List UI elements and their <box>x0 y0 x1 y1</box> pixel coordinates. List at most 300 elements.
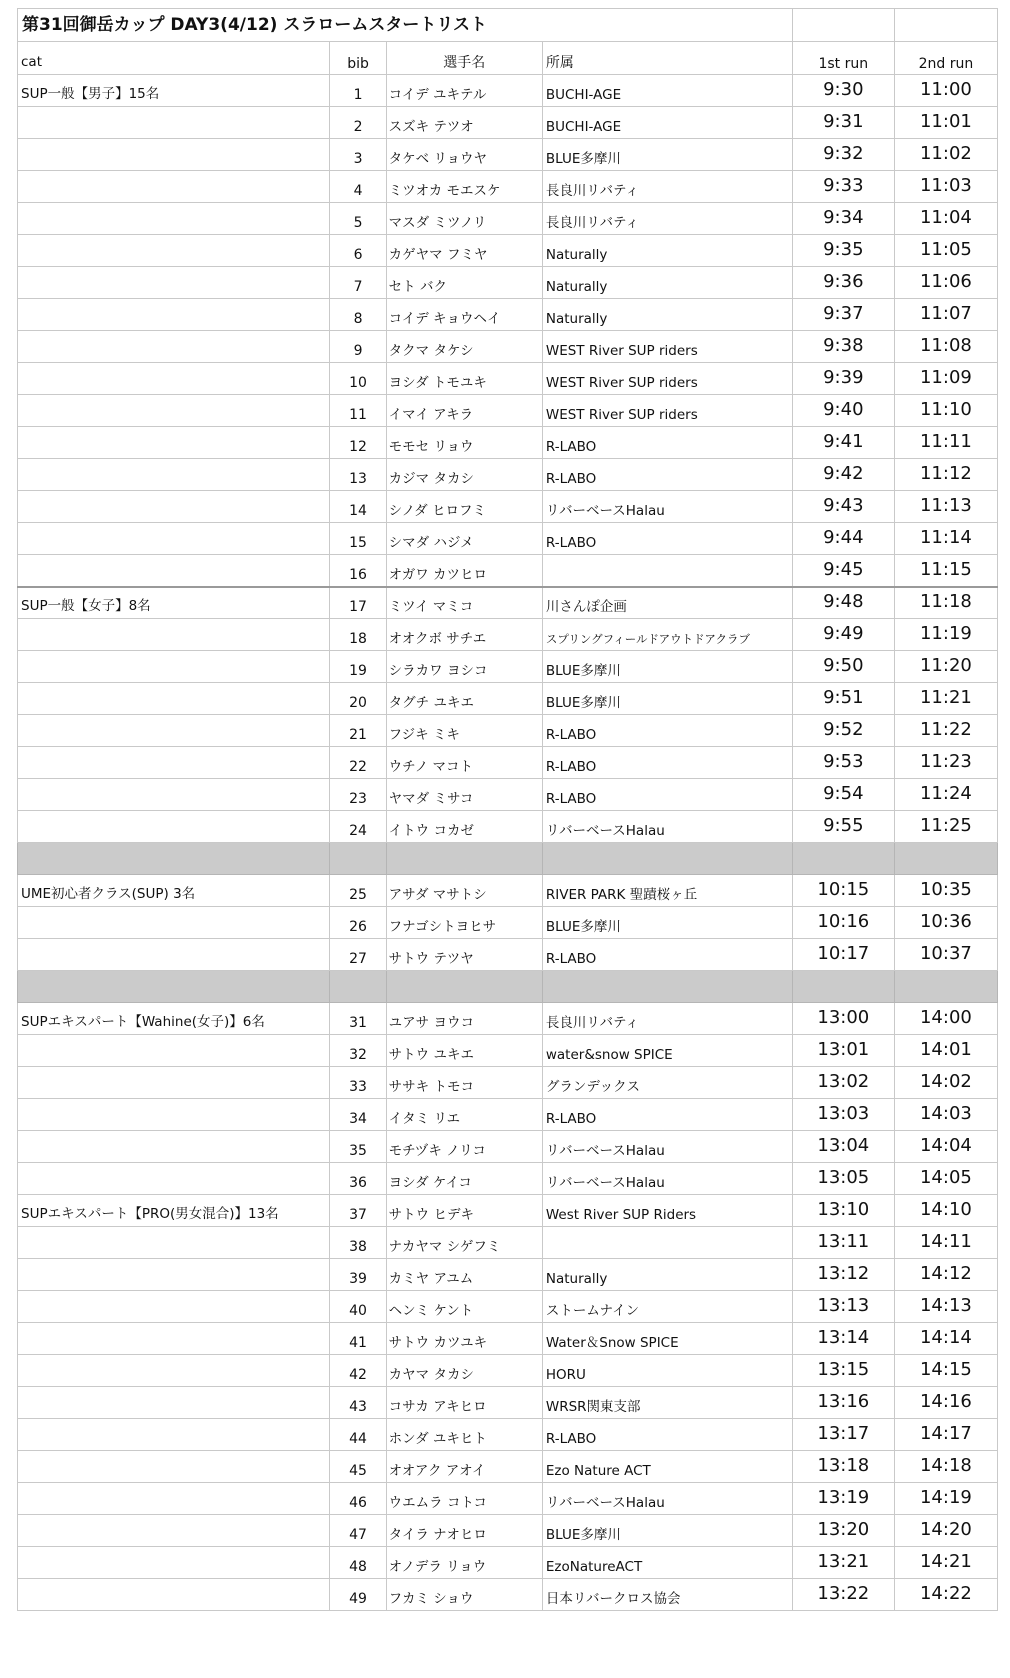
category-cell <box>18 1035 330 1067</box>
first-run-time-cell: 13:16 <box>792 1387 894 1419</box>
affiliation-cell: リバーベースHalau <box>542 811 792 843</box>
affiliation-cell: BLUE多摩川 <box>542 683 792 715</box>
affiliation-cell: Naturally <box>542 267 792 299</box>
second-run-time-cell: 14:14 <box>894 1323 997 1355</box>
athlete-name-cell: イタミ リエ <box>386 1099 542 1131</box>
first-run-time-cell: 10:15 <box>792 875 894 907</box>
table-row <box>18 1259 998 1291</box>
category-cell <box>18 1067 330 1099</box>
bib-cell: 27 <box>330 939 386 971</box>
second-run-time-cell: 14:02 <box>894 1067 997 1099</box>
first-run-time-cell: 10:17 <box>792 939 894 971</box>
affiliation-cell: グランデックス <box>542 1067 792 1099</box>
table-row <box>18 203 998 235</box>
athlete-name-cell: オオアク アオイ <box>386 1451 542 1483</box>
first-run-time-cell: 13:13 <box>792 1291 894 1323</box>
first-run-time-cell: 9:51 <box>792 683 894 715</box>
athlete-name-cell: オノデラ リョウ <box>386 1547 542 1579</box>
second-run-time-cell: 11:05 <box>894 235 997 267</box>
category-cell <box>18 363 330 395</box>
table-row <box>18 1387 998 1419</box>
category-cell <box>18 1291 330 1323</box>
first-run-time-cell: 9:30 <box>792 75 894 107</box>
second-run-time-cell: 10:36 <box>894 907 997 939</box>
bib-cell: 9 <box>330 331 386 363</box>
affiliation-cell: R-LABO <box>542 747 792 779</box>
table-row <box>18 1483 998 1515</box>
affiliation-cell: R-LABO <box>542 523 792 555</box>
category-cell <box>18 1163 330 1195</box>
first-run-time-cell: 9:43 <box>792 491 894 523</box>
affiliation-cell: リバーベースHalau <box>542 1483 792 1515</box>
first-run-time-cell: 9:42 <box>792 459 894 491</box>
bib-cell: 1 <box>330 75 386 107</box>
first-run-time-cell: 13:04 <box>792 1131 894 1163</box>
table-row <box>18 939 998 971</box>
category-cell <box>18 1355 330 1387</box>
second-run-time-cell: 11:01 <box>894 107 997 139</box>
athlete-name-cell: カヤマ タカシ <box>386 1355 542 1387</box>
affiliation-cell: water&snow SPICE <box>542 1035 792 1067</box>
table-row <box>18 75 998 107</box>
bib-cell: 22 <box>330 747 386 779</box>
second-run-time-cell: 10:37 <box>894 939 997 971</box>
bib-cell: 14 <box>330 491 386 523</box>
first-run-time-cell: 13:20 <box>792 1515 894 1547</box>
category-cell <box>18 171 330 203</box>
affiliation-cell: R-LABO <box>542 427 792 459</box>
athlete-name-cell: サトウ ユキエ <box>386 1035 542 1067</box>
affiliation-cell <box>542 1227 792 1259</box>
category-cell <box>18 299 330 331</box>
bib-cell: 13 <box>330 459 386 491</box>
second-run-time-cell: 14:05 <box>894 1163 997 1195</box>
second-run-time-cell: 11:15 <box>894 555 997 587</box>
table-row <box>18 267 998 299</box>
second-run-time-cell: 11:10 <box>894 395 997 427</box>
second-run-time-cell: 11:25 <box>894 811 997 843</box>
second-run-time-cell: 14:03 <box>894 1099 997 1131</box>
affiliation-cell: BLUE多摩川 <box>542 907 792 939</box>
second-run-time-cell: 11:00 <box>894 75 997 107</box>
bib-cell: 11 <box>330 395 386 427</box>
bib-cell: 47 <box>330 1515 386 1547</box>
first-run-time-cell: 10:16 <box>792 907 894 939</box>
category-cell <box>18 1547 330 1579</box>
category-cell <box>18 267 330 299</box>
first-run-time-cell: 9:40 <box>792 395 894 427</box>
bib-cell: 39 <box>330 1259 386 1291</box>
category-cell <box>18 1419 330 1451</box>
category-cell <box>18 1131 330 1163</box>
bib-cell: 41 <box>330 1323 386 1355</box>
first-run-time-cell: 13:03 <box>792 1099 894 1131</box>
header-row <box>18 42 998 75</box>
table-row <box>18 683 998 715</box>
second-run-time-cell: 11:23 <box>894 747 997 779</box>
athlete-name-cell: マスダ ミツノリ <box>386 203 542 235</box>
header-1st-run: 1st run <box>792 42 894 75</box>
table-row <box>18 779 998 811</box>
bib-cell: 36 <box>330 1163 386 1195</box>
table-row <box>18 1227 998 1259</box>
bib-cell: 6 <box>330 235 386 267</box>
category-label: SUP一般【男子】15名 <box>18 75 330 107</box>
athlete-name-cell: オガワ カツヒロ <box>386 555 542 587</box>
affiliation-cell: R-LABO <box>542 715 792 747</box>
bib-cell: 18 <box>330 619 386 651</box>
first-run-time-cell: 13:22 <box>792 1579 894 1611</box>
bib-cell: 45 <box>330 1451 386 1483</box>
bib-cell: 42 <box>330 1355 386 1387</box>
table-row <box>18 395 998 427</box>
table-row <box>18 1547 998 1579</box>
category-cell <box>18 459 330 491</box>
bib-cell: 48 <box>330 1547 386 1579</box>
affiliation-cell: EzoNatureACT <box>542 1547 792 1579</box>
bib-cell: 24 <box>330 811 386 843</box>
first-run-time-cell: 13:01 <box>792 1035 894 1067</box>
table-row <box>18 715 998 747</box>
athlete-name-cell: オオクボ サチエ <box>386 619 542 651</box>
first-run-time-cell: 9:33 <box>792 171 894 203</box>
table-row <box>18 1035 998 1067</box>
affiliation-cell: WEST River SUP riders <box>542 395 792 427</box>
affiliation-cell: リバーベースHalau <box>542 1163 792 1195</box>
affiliation-cell: Ezo Nature ACT <box>542 1451 792 1483</box>
athlete-name-cell: モチヅキ ノリコ <box>386 1131 542 1163</box>
athlete-name-cell: ウチノ マコト <box>386 747 542 779</box>
athlete-name-cell: ナカヤマ シゲフミ <box>386 1227 542 1259</box>
category-cell <box>18 331 330 363</box>
category-cell <box>18 427 330 459</box>
category-cell <box>18 779 330 811</box>
bib-cell: 16 <box>330 555 386 587</box>
athlete-name-cell: モモセ リョウ <box>386 427 542 459</box>
table-row <box>18 1419 998 1451</box>
athlete-name-cell: タイラ ナオヒロ <box>386 1515 542 1547</box>
affiliation-cell: BUCHI-AGE <box>542 107 792 139</box>
affiliation-cell: R-LABO <box>542 1419 792 1451</box>
second-run-time-cell: 14:12 <box>894 1259 997 1291</box>
first-run-time-cell: 9:34 <box>792 203 894 235</box>
athlete-name-cell: スズキ テツオ <box>386 107 542 139</box>
first-run-time-cell: 13:21 <box>792 1547 894 1579</box>
category-cell <box>18 1323 330 1355</box>
category-cell <box>18 1579 330 1611</box>
affiliation-cell: RIVER PARK 聖蹟桜ヶ丘 <box>542 875 792 907</box>
affiliation-cell: 川さんぽ企画 <box>542 587 792 619</box>
header-cat: cat <box>18 42 330 75</box>
affiliation-cell: WEST River SUP riders <box>542 363 792 395</box>
second-run-time-cell: 14:21 <box>894 1547 997 1579</box>
affiliation-cell: Water＆Snow SPICE <box>542 1323 792 1355</box>
athlete-name-cell: ヨシダ トモユキ <box>386 363 542 395</box>
bib-cell: 31 <box>330 1003 386 1035</box>
category-label: SUPエキスパート【Wahine(女子)】6名 <box>18 1003 330 1035</box>
affiliation-cell: West River SUP Riders <box>542 1195 792 1227</box>
first-run-time-cell: 13:17 <box>792 1419 894 1451</box>
second-run-time-cell: 11:18 <box>894 587 997 619</box>
category-cell <box>18 235 330 267</box>
first-run-time-cell: 9:54 <box>792 779 894 811</box>
first-run-time-cell: 9:49 <box>792 619 894 651</box>
table-row <box>18 1067 998 1099</box>
second-run-time-cell: 10:35 <box>894 875 997 907</box>
start-list-sheet <box>17 8 998 1611</box>
affiliation-cell: スプリングフィールドアウトドアクラブ <box>542 619 792 651</box>
title-row <box>18 9 998 42</box>
second-run-time-cell: 14:01 <box>894 1035 997 1067</box>
header-name: 選手名 <box>386 42 542 75</box>
table-row <box>18 459 998 491</box>
bib-cell: 37 <box>330 1195 386 1227</box>
table-row <box>18 1163 998 1195</box>
category-cell <box>18 523 330 555</box>
bib-cell: 44 <box>330 1419 386 1451</box>
second-run-time-cell: 11:02 <box>894 139 997 171</box>
affiliation-cell: WEST River SUP riders <box>542 331 792 363</box>
second-run-time-cell: 14:10 <box>894 1195 997 1227</box>
first-run-time-cell: 13:15 <box>792 1355 894 1387</box>
bib-cell: 7 <box>330 267 386 299</box>
first-run-time-cell: 9:48 <box>792 587 894 619</box>
table-row <box>18 1195 998 1227</box>
second-run-time-cell: 11:07 <box>894 299 997 331</box>
athlete-name-cell: コイデ ユキテル <box>386 75 542 107</box>
athlete-name-cell: ヘンミ ケント <box>386 1291 542 1323</box>
category-cell <box>18 1227 330 1259</box>
table-row <box>18 107 998 139</box>
affiliation-cell: Naturally <box>542 235 792 267</box>
second-run-time-cell: 14:04 <box>894 1131 997 1163</box>
bib-cell: 40 <box>330 1291 386 1323</box>
first-run-time-cell: 13:02 <box>792 1067 894 1099</box>
first-run-time-cell: 9:32 <box>792 139 894 171</box>
first-run-time-cell: 13:18 <box>792 1451 894 1483</box>
athlete-name-cell: フジキ ミキ <box>386 715 542 747</box>
first-run-time-cell: 9:53 <box>792 747 894 779</box>
second-run-time-cell: 14:18 <box>894 1451 997 1483</box>
table-row <box>18 811 998 843</box>
second-run-time-cell: 14:20 <box>894 1515 997 1547</box>
second-run-time-cell: 14:00 <box>894 1003 997 1035</box>
affiliation-cell: R-LABO <box>542 459 792 491</box>
athlete-name-cell: サトウ カツユキ <box>386 1323 542 1355</box>
category-cell <box>18 1451 330 1483</box>
affiliation-cell: Naturally <box>542 299 792 331</box>
athlete-name-cell: ヨシダ ケイコ <box>386 1163 542 1195</box>
athlete-name-cell: ササキ トモコ <box>386 1067 542 1099</box>
affiliation-cell: 長良川リバティ <box>542 171 792 203</box>
sheet-title: 第31回御岳カップ DAY3(4/12) スラロームスタートリスト <box>18 9 793 42</box>
table-row <box>18 1355 998 1387</box>
category-cell <box>18 1099 330 1131</box>
category-cell <box>18 939 330 971</box>
category-cell <box>18 811 330 843</box>
bib-cell: 19 <box>330 651 386 683</box>
bib-cell: 12 <box>330 427 386 459</box>
athlete-name-cell: タグチ ユキエ <box>386 683 542 715</box>
table-row <box>18 171 998 203</box>
table-row <box>18 1291 998 1323</box>
header-2nd-run: 2nd run <box>894 42 997 75</box>
athlete-name-cell: フカミ ショウ <box>386 1579 542 1611</box>
category-cell <box>18 107 330 139</box>
second-run-time-cell: 11:19 <box>894 619 997 651</box>
affiliation-cell: HORU <box>542 1355 792 1387</box>
second-run-time-cell: 11:24 <box>894 779 997 811</box>
bib-cell: 4 <box>330 171 386 203</box>
header-bib: bib <box>330 42 386 75</box>
table-row <box>18 1451 998 1483</box>
athlete-name-cell: コサカ アキヒロ <box>386 1387 542 1419</box>
table-row <box>18 587 998 619</box>
bib-cell: 8 <box>330 299 386 331</box>
first-run-time-cell: 9:31 <box>792 107 894 139</box>
second-run-time-cell: 11:22 <box>894 715 997 747</box>
affiliation-cell: リバーベースHalau <box>542 1131 792 1163</box>
bib-cell: 34 <box>330 1099 386 1131</box>
first-run-time-cell: 13:11 <box>792 1227 894 1259</box>
first-run-time-cell: 9:37 <box>792 299 894 331</box>
athlete-name-cell: シマダ ハジメ <box>386 523 542 555</box>
header-affiliation: 所属 <box>542 42 792 75</box>
affiliation-cell: R-LABO <box>542 939 792 971</box>
first-run-time-cell: 9:55 <box>792 811 894 843</box>
first-run-time-cell: 9:41 <box>792 427 894 459</box>
bib-cell: 23 <box>330 779 386 811</box>
first-run-time-cell: 9:38 <box>792 331 894 363</box>
category-cell <box>18 619 330 651</box>
first-run-time-cell: 9:45 <box>792 555 894 587</box>
category-cell <box>18 715 330 747</box>
table-row <box>18 875 998 907</box>
affiliation-cell: BLUE多摩川 <box>542 139 792 171</box>
athlete-name-cell: シノダ ヒロフミ <box>386 491 542 523</box>
athlete-name-cell: タケベ リョウヤ <box>386 139 542 171</box>
bib-cell: 46 <box>330 1483 386 1515</box>
category-cell <box>18 139 330 171</box>
athlete-name-cell: ウエムラ コトコ <box>386 1483 542 1515</box>
table-row <box>18 1131 998 1163</box>
second-run-time-cell: 11:04 <box>894 203 997 235</box>
category-label: UME初心者クラス(SUP) 3名 <box>18 875 330 907</box>
athlete-name-cell: セト バク <box>386 267 542 299</box>
second-run-time-cell: 14:17 <box>894 1419 997 1451</box>
first-run-time-cell: 13:19 <box>792 1483 894 1515</box>
second-run-time-cell: 14:16 <box>894 1387 997 1419</box>
first-run-time-cell: 13:10 <box>792 1195 894 1227</box>
table-row <box>18 523 998 555</box>
first-run-time-cell: 13:05 <box>792 1163 894 1195</box>
first-run-time-cell: 9:39 <box>792 363 894 395</box>
bib-cell: 35 <box>330 1131 386 1163</box>
affiliation-cell: R-LABO <box>542 779 792 811</box>
separator-row <box>18 843 998 875</box>
bib-cell: 32 <box>330 1035 386 1067</box>
bib-cell: 10 <box>330 363 386 395</box>
athlete-name-cell: イマイ アキラ <box>386 395 542 427</box>
table-row <box>18 747 998 779</box>
table-row <box>18 1099 998 1131</box>
affiliation-cell: WRSR関東支部 <box>542 1387 792 1419</box>
bib-cell: 21 <box>330 715 386 747</box>
affiliation-cell <box>542 555 792 587</box>
affiliation-cell: 長良川リバティ <box>542 203 792 235</box>
affiliation-cell: BUCHI-AGE <box>542 75 792 107</box>
table-row <box>18 619 998 651</box>
table-row <box>18 363 998 395</box>
first-run-time-cell: 9:35 <box>792 235 894 267</box>
affiliation-cell: 日本リバークロス協会 <box>542 1579 792 1611</box>
affiliation-cell: R-LABO <box>542 1099 792 1131</box>
first-run-time-cell: 9:36 <box>792 267 894 299</box>
bib-cell: 20 <box>330 683 386 715</box>
category-cell <box>18 203 330 235</box>
bib-cell: 43 <box>330 1387 386 1419</box>
affiliation-cell: BLUE多摩川 <box>542 651 792 683</box>
second-run-time-cell: 11:09 <box>894 363 997 395</box>
athlete-name-cell: カゲヤマ フミヤ <box>386 235 542 267</box>
athlete-name-cell: タクマ タケシ <box>386 331 542 363</box>
second-run-time-cell: 11:20 <box>894 651 997 683</box>
category-cell <box>18 1259 330 1291</box>
bib-cell: 25 <box>330 875 386 907</box>
first-run-time-cell: 9:44 <box>792 523 894 555</box>
category-cell <box>18 491 330 523</box>
second-run-time-cell: 14:22 <box>894 1579 997 1611</box>
bib-cell: 3 <box>330 139 386 171</box>
second-run-time-cell: 11:03 <box>894 171 997 203</box>
athlete-name-cell: カミヤ アユム <box>386 1259 542 1291</box>
second-run-time-cell: 14:13 <box>894 1291 997 1323</box>
bib-cell: 15 <box>330 523 386 555</box>
athlete-name-cell: コイデ キョウヘイ <box>386 299 542 331</box>
category-cell <box>18 1515 330 1547</box>
athlete-name-cell: サトウ テツヤ <box>386 939 542 971</box>
affiliation-cell: BLUE多摩川 <box>542 1515 792 1547</box>
table-row <box>18 491 998 523</box>
second-run-time-cell: 11:11 <box>894 427 997 459</box>
bib-cell: 17 <box>330 587 386 619</box>
affiliation-cell: Naturally <box>542 1259 792 1291</box>
athlete-name-cell: シラカワ ヨシコ <box>386 651 542 683</box>
category-cell <box>18 555 330 587</box>
second-run-time-cell: 11:12 <box>894 459 997 491</box>
athlete-name-cell: フナゴシトヨヒサ <box>386 907 542 939</box>
table-row <box>18 1515 998 1547</box>
table-row <box>18 1579 998 1611</box>
first-run-time-cell: 13:14 <box>792 1323 894 1355</box>
category-cell <box>18 683 330 715</box>
category-cell <box>18 395 330 427</box>
category-cell <box>18 907 330 939</box>
category-cell <box>18 651 330 683</box>
category-label: SUPエキスパート【PRO(男女混合)】13名 <box>18 1195 330 1227</box>
table-row <box>18 299 998 331</box>
bib-cell: 33 <box>330 1067 386 1099</box>
second-run-time-cell: 14:11 <box>894 1227 997 1259</box>
athlete-name-cell: ユアサ ヨウコ <box>386 1003 542 1035</box>
table-row <box>18 427 998 459</box>
bib-cell: 2 <box>330 107 386 139</box>
athlete-name-cell: アサダ マサトシ <box>386 875 542 907</box>
second-run-time-cell: 11:14 <box>894 523 997 555</box>
second-run-time-cell: 14:19 <box>894 1483 997 1515</box>
athlete-name-cell: ミツオカ モエスケ <box>386 171 542 203</box>
table-row <box>18 651 998 683</box>
